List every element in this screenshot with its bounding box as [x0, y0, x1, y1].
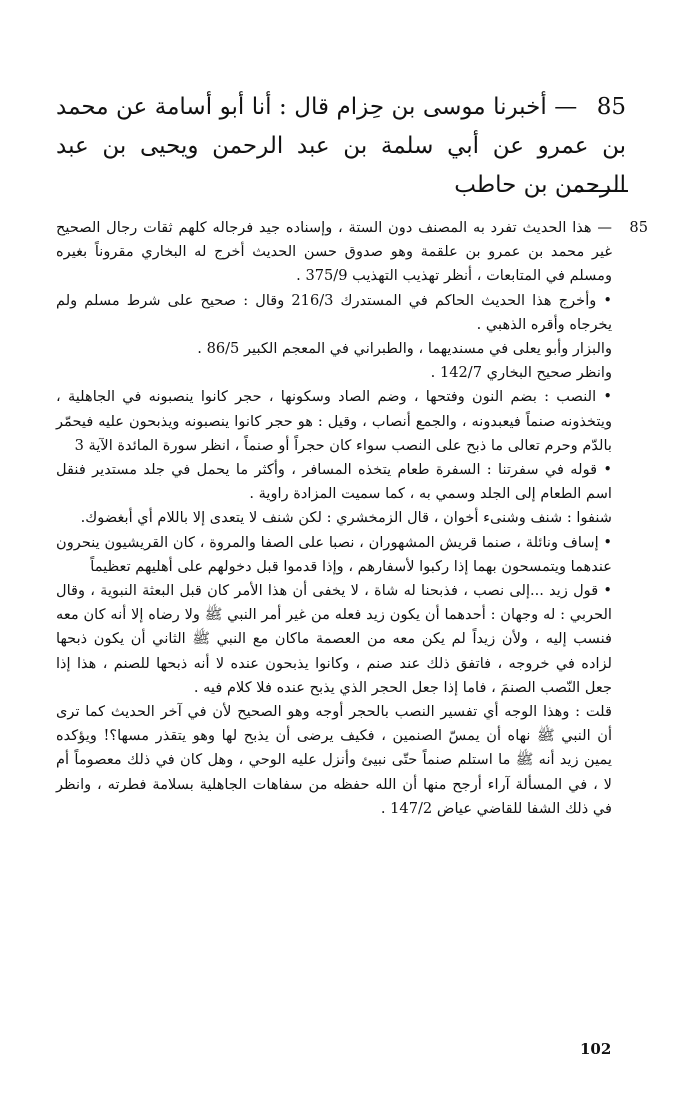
footnote-paragraph: • قول زيد ...إلى نصب ، فذبحنا له شاة ، لا يخفى أن هذا الأمر كان قبل البعثة النبوية ، وقال الحربي : له وجهان : أحدهما أن يكون زيد فعله من غير أمر النبي ﷺ ولا رضاه إلا أنه كان معه فنسب إليه ، ولأن زيداً لم يكن معه من العصمة ماكان مع النبي ﷺ الثاني أن يكون ذبحها لزاده في خروجه ، فاتفق ذلك عند صنم ، وكانوا يذبحون عنده لا أنه ذبحها للصنم ، هذا إذا جعل النّصب الصنمَ ، فاما إذا جعل الحجر الذي يذبح عنده فلا كلام فيه . [56, 582, 612, 696]
hadith-body: أخبرنا موسى بن حِزام قال : أنا أبو أسامة عن محمد بن عمرو عن أبي سلمة بن عبد الرحمن ويحيى بن عبد الرحمن بن حاطب [56, 94, 626, 198]
footnote-paragraph: • قوله في سفرتنا : السفرة طعام يتخذه المسافر ، وأكثر ما يحمل في جلد مستدير فنقل اسم الطعام إلى الجلد وسمي به ، كما سميت المزادة راوية . [56, 461, 612, 503]
footnotes-block [56, 216, 648, 821]
hadith-number: 85 [596, 94, 627, 120]
footnote-paragraph: شنفوا : شنف وشنىء أخوان ، قال الزمخشري : لكن شنف لا يتعدى إلا باللام أي أبغضوك. [80, 509, 612, 527]
footnote-paragraph: • إساف ونائلة ، صنما قريش المشهوران ، نصبا على الصفا والمروة ، كان القريشيون ينحرون عندهما ويتمسحون بهما إذا ركبوا لأسفارهم ، وإذا قدموا قبل دخولهم على أهليهم تعظيماً [56, 533, 612, 575]
footnote-paragraph: قلت : وهذا الوجه أي تفسير النصب بالحجر أوجه وهو الصحيح لأن في آخر الحديث كما ترى أن النبي ﷺ نهاه أن يمسّ الصنمين ، فكيف يرضى أن يذبح لها وهو يتقذر مسها؟! ويؤكده يمين زيد أنه ﷺ ما استلم صنماً حتّى نبيئ وأنزل عليه الوحي ، وهل كان في ذلك معصوماً أم لا ، في المسألة آراء أرجح منها أن الله حفظه من سفاهات الجاهلية بسلامة فطرته ، وانظر في ذلك الشفا للقاضي عياض 147/2 . [56, 703, 612, 817]
footnote-paragraph: • النصب : بضم النون وفتحها ، وضم الصاد وسكونها ، حجر كانوا ينصبونه في الجاهلية ، ويتخذونه صنماً فيعبدونه ، والجمع أنصاب ، وقيل : هو حجر كانوا ينصبونه ويذبحون عليه فيحمّر بالدّم وحرم تعالى ما ذبح على النصب سواء كان حجراً أو صنماً ، انظر سورة المائدة الآية 3 [56, 388, 612, 454]
footnote-paragraph: والبزار وأبو يعلى في مسنديهما ، والطبراني في المعجم الكبير 86/5 . [197, 340, 612, 358]
footnote-paragraph: وانظر صحيح البخاري 142/7 . [430, 364, 612, 382]
hadith-dash: — [554, 94, 578, 120]
page-number: 102 [580, 1040, 612, 1058]
footnote-paragraph: — هذا الحديث تفرد به المصنف دون الستة ، وإسناده جيد فرجاله كلهم ثقات رجال الصحيح غير محمد بن عمرو بن علقمة وهو صدوق حسن الحديث أخرج له البخاري مقروناً بغيره ومسلم في المتابعات ، أنظر تهذيب التهذيب 375/9 . [56, 219, 612, 285]
footnote-divider [576, 190, 628, 192]
hadith-text-block [56, 88, 626, 205]
footnote-paragraph: • وأخرج هذا الحديث الحاكم في المستدرك 216/3 وقال : صحيح على شرط مسلم ولم يخرجاه وأقره الذهبي . [56, 291, 612, 333]
footnote-number: 85 [629, 219, 648, 236]
